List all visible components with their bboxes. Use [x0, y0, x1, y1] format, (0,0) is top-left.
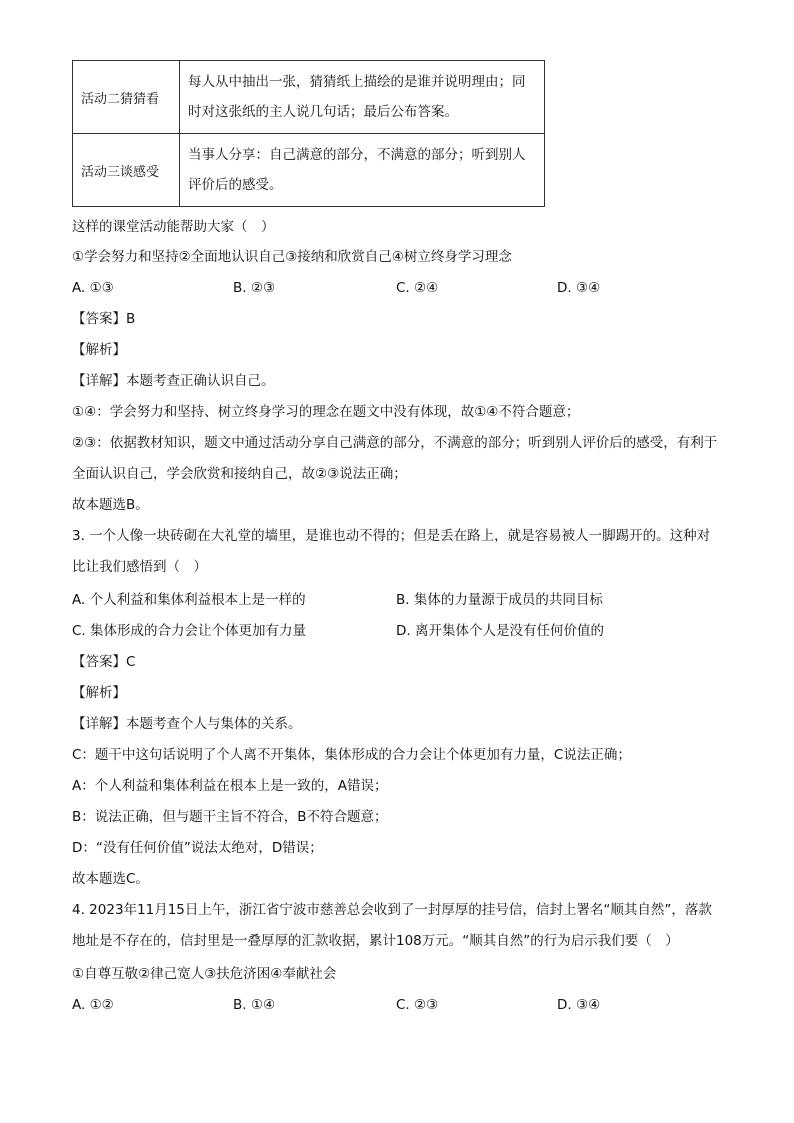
q2-option-a: A. ①③	[72, 280, 114, 296]
q2-conclusion: 故本题选B。	[72, 497, 149, 513]
q4-option-a: A. ①②	[72, 997, 114, 1013]
activity-content: 当事人分享：自己满意的部分，不满意的部分；听到别人评价后的感受。	[180, 134, 545, 207]
q4-items: ①自尊互敬②律己宽人③扶危济困④奉献社会	[72, 966, 337, 982]
q4-option-c: C. ②③	[396, 997, 439, 1013]
q3-analysis-heading: 【解析】	[72, 685, 126, 701]
q4-option-d: D. ③④	[557, 997, 601, 1013]
q3-explanation-b: B：说法正确，但与题干主旨不符合，B不符合题意；	[72, 809, 388, 825]
table-row	[73, 61, 545, 134]
q2-explanation-2: ②③：依据教材知识，题文中通过活动分享自己满意的部分，不满意的部分；听到别人评价后的感受，有利于全面认识自己，学会欣赏和接纳自己，故②③说法正确；	[72, 435, 718, 482]
activity-content: 每人从中抽出一张，猜猜纸上描绘的是谁并说明理由；同时对这张纸的主人说几句话；最后公布答案。	[180, 61, 545, 134]
activity-table	[72, 60, 545, 207]
q3-conclusion: 故本题选C。	[72, 871, 149, 887]
q2-detail: 【详解】本题考查正确认识自己。	[72, 373, 275, 389]
q3-detail: 【详解】本题考查个人与集体的关系。	[72, 716, 302, 732]
q2-items: ①学会努力和坚持②全面地认识自己③接纳和欣赏自己④树立终身学习理念	[72, 249, 512, 265]
q2-stem: 这样的课堂活动能帮助大家（ ）	[72, 219, 275, 235]
q3-option-d: D. 离开集体个人是没有任何价值的	[396, 623, 604, 639]
q3-option-b: B. 集体的力量源于成员的共同目标	[396, 592, 603, 608]
q3-answer: 【答案】C	[72, 654, 136, 670]
q4-option-b: B. ①④	[233, 997, 276, 1013]
q2-answer: 【答案】B	[72, 311, 136, 327]
q2-option-c: C. ②④	[396, 280, 439, 296]
q4-stem: 4. 2023年11月15日上午，浙江省宁波市慈善总会收到了一封厚厚的挂号信，信封上署名“顺其自然”，落款地址是不存在的，信封里是一叠厚厚的汇款收据，累计108万元。“顺其自然”的行为启示我们要（ ）	[72, 902, 712, 949]
activity-label: 活动三谈感受	[73, 134, 180, 207]
q3-explanation-a: A：个人利益和集体利益在根本上是一致的，A错误；	[72, 778, 388, 794]
table-row	[73, 134, 545, 207]
q3-explanation-d: D：“没有任何价值”说法太绝对，D错误；	[72, 840, 323, 856]
q3-option-c: C. 集体形成的合力会让个体更加有力量	[72, 623, 307, 639]
q3-option-a: A. 个人利益和集体利益根本上是一样的	[72, 592, 306, 608]
q2-option-b: B. ②③	[233, 280, 276, 296]
q2-explanation-1: ①④：学会努力和坚持、树立终身学习的理念在题文中没有体现，故①④不符合题意；	[72, 404, 580, 420]
q3-stem: 3. 一个人像一块砖砌在大礼堂的墙里，是谁也动不得的；但是丢在路上，就是容易被人一脚踢开的。这种对比让我们感悟到（ ）	[72, 528, 711, 575]
q2-option-d: D. ③④	[557, 280, 601, 296]
q2-analysis-heading: 【解析】	[72, 342, 126, 358]
q3-explanation-c: C：题干中这句话说明了个人离不开集体，集体形成的合力会让个体更加有力量，C说法正确；	[72, 747, 631, 763]
activity-label: 活动二猜猜看	[73, 61, 180, 134]
